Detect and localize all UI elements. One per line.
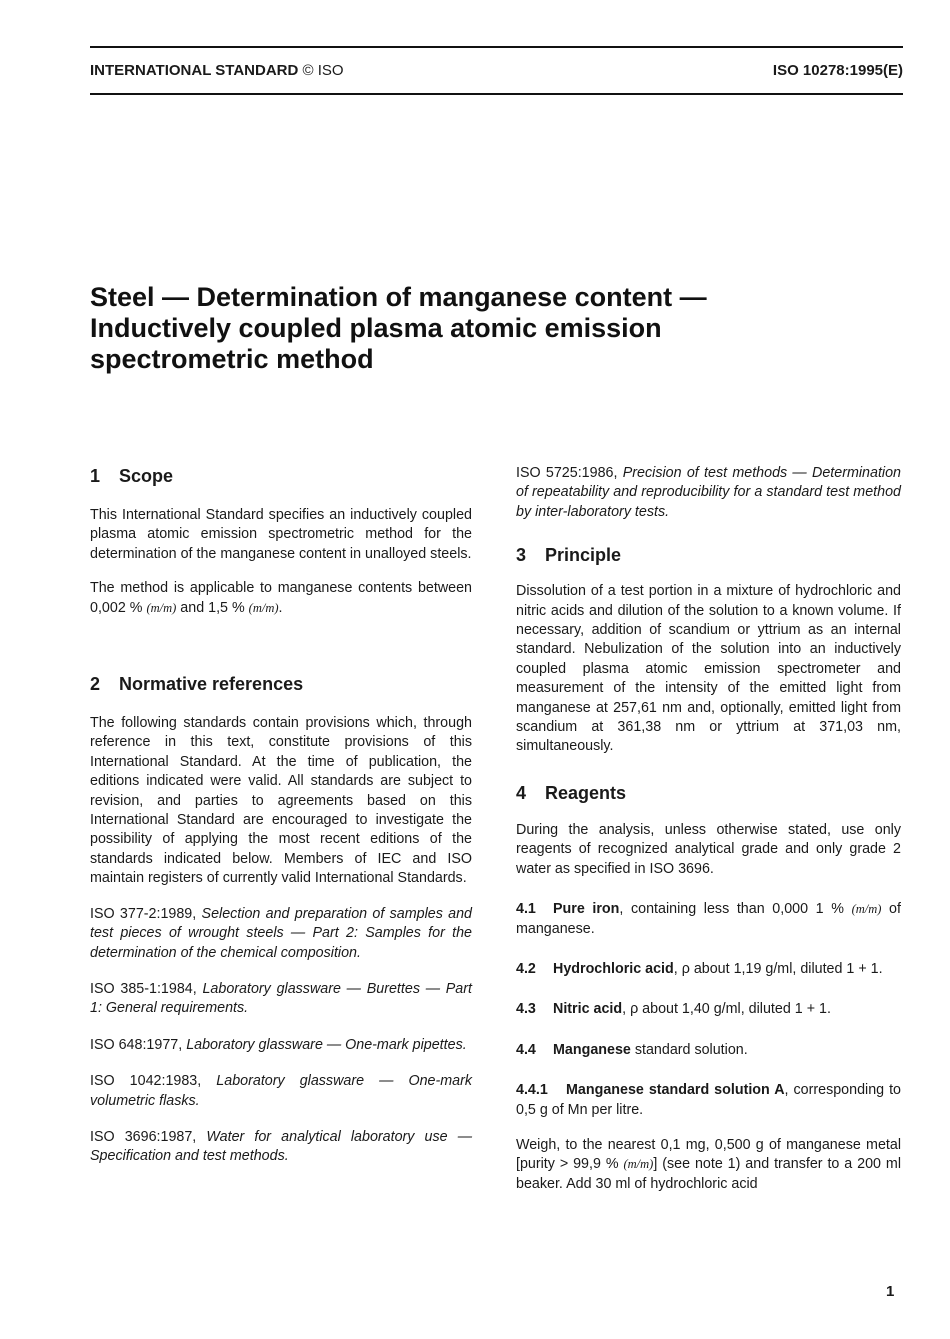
section-1-heading: 1 Scope xyxy=(90,466,174,486)
header-standard-label: INTERNATIONAL STANDARD © ISO xyxy=(90,62,344,79)
reference-item: ISO 3696:1987, Water for analytical laboratory use — Specification and test methods. xyxy=(90,1128,472,1165)
scope-paragraph-1: This International Standard specifies an inductively coupled plasma atomic emission spectrometric method for the determination of the manganese content in unalloyed steels. xyxy=(90,507,472,562)
reagent-4-3: 4.3 Nitric acid, ρ about 1,40 g/ml, diluted 1 + 1. xyxy=(516,1001,831,1018)
reagent-4-1: 4.1 Pure iron, containing less than 0,000 1 % (m/m) of manganese. xyxy=(516,901,901,937)
reagent-4-4-1: 4.4.1 Manganese standard solution A, corresponding to 0,5 g of Mn per litre. xyxy=(516,1082,901,1118)
reference-item: ISO 5725:1986, Precision of test methods — Determination of repeatability and reproducibility for a standard test method by inter-laboratory tests. xyxy=(516,465,902,520)
header-rule-top xyxy=(90,46,903,48)
header-document-number: ISO 10278:1995(E) xyxy=(772,62,903,79)
left-column xyxy=(90,464,472,1167)
principle-paragraph: Dissolution of a test portion in a mixture of hydrochloric and nitric acids and dilution of the solution to a known volume. If necessary, addition of scandium or yttrium as an internal standard. Nebulization of the solution into an inductively coupled plasma atomic emission spectrometer and measurement of the intensity of the emitted light from manganese at 257,61 nm and, optionally, emitted light from scandium at 361,38 nm or yttrium at 371,03 nm, simultaneously. xyxy=(516,583,901,755)
scope-paragraph-2: The method is applicable to manganese contents between 0,002 % (m/m) and 1,5 % (m/m). xyxy=(90,580,472,616)
weigh-paragraph: Weigh, to the nearest 0,1 mg, 0,500 g of manganese metal [purity > 99,9 % (m/m)] (see note 1) and transfer to a 200 ml beaker. Add 30 ml of hydrochloric acid xyxy=(516,1136,901,1192)
right-column xyxy=(516,464,901,1194)
reference-item: ISO 377-2:1989, Selection and preparation of samples and test pieces of wrought steels — Part 2: Samples for the determination of the chemical composition. xyxy=(90,905,472,961)
reagents-intro: During the analysis, unless otherwise stated, use only reagents of recognized analytical grade and only grade 2 water as specified in ISO 3696. xyxy=(516,821,901,877)
section-3-heading: 3 Principle xyxy=(516,545,622,566)
reference-item: ISO 1042:1983, Laboratory glassware — One-mark volumetric flasks. xyxy=(90,1073,473,1109)
header-rule-bottom xyxy=(90,93,903,95)
reagent-4-2: 4.2 Hydrochloric acid, ρ about 1,19 g/ml, diluted 1 + 1. xyxy=(516,960,883,977)
section-2-heading: 2 Normative references xyxy=(90,674,304,695)
reagent-4-4: 4.4 Manganese standard solution. xyxy=(516,1041,748,1058)
reference-item: ISO 385-1:1984, Laboratory glassware — Burettes — Part 1: General requirements. xyxy=(90,980,472,1017)
normative-intro: The following standards contain provisions which, through reference in this text, constitute provisions of this International Standard. At the time of publication, the editions indicated were valid. All standards are subject to revision, and parties to agreements based on this International Standard are encouraged to investigate the possibility of applying the most recent editions of the standards indicated below. Members of IEC and ISO maintain registers of currently valid International Standards. xyxy=(90,715,472,887)
page-number: 1 xyxy=(886,1283,895,1300)
section-4-heading: 4 Reagents xyxy=(516,782,627,803)
reference-item: ISO 648:1977, Laboratory glassware — One-mark pipettes. xyxy=(90,1036,467,1053)
document-title: Steel — Determination of manganese content — Inductively coupled plasma atomic emission spectrometric method xyxy=(90,282,707,374)
